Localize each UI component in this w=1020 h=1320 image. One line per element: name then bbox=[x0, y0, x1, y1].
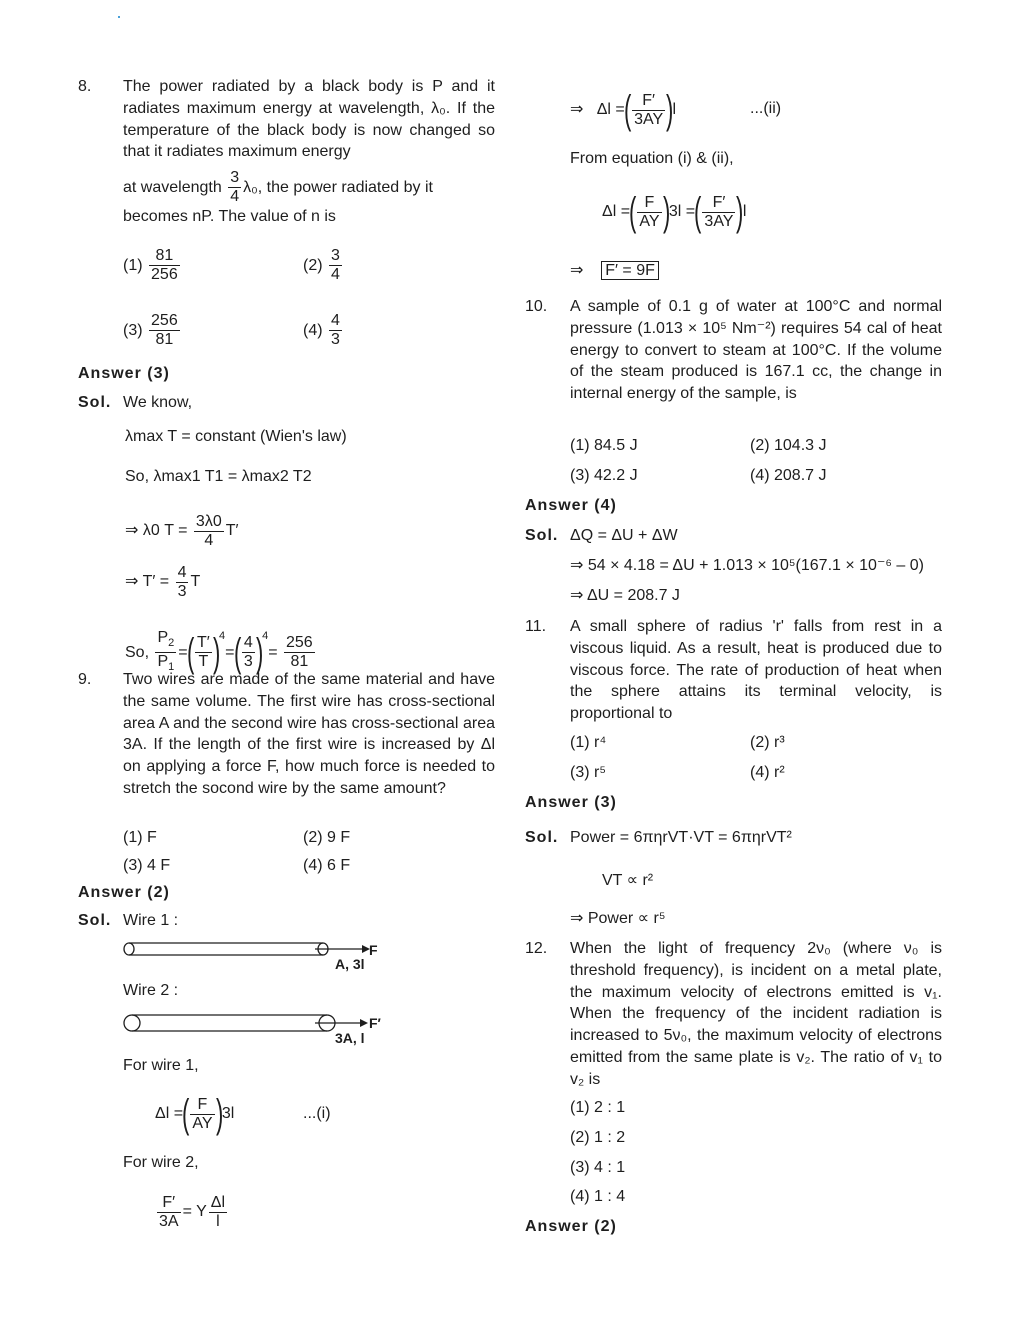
q8-option-1-num: 81 bbox=[149, 247, 180, 266]
q8-step3 bbox=[125, 511, 239, 551]
q8-text: The power radiated by a black body is P and it radiates maximum energy at wavelength, λ₀. If the temperature of the black body is now changed so that it radiates maximum energy bbox=[123, 78, 495, 161]
wire2-arrowhead bbox=[360, 1019, 368, 1027]
q8-fraction-num: 3 bbox=[230, 169, 240, 187]
wire2-dims-label: 3A, l bbox=[335, 1030, 365, 1046]
q8-step4-num: 4 bbox=[177, 563, 187, 581]
q8-option-2-frac bbox=[329, 247, 342, 284]
q8-step4-frac bbox=[176, 564, 189, 601]
wire1-dims-label: A, 3l bbox=[335, 956, 365, 972]
q8-text-d: becomes nP. The value of n is bbox=[123, 208, 336, 225]
q11-sol-label: Sol. bbox=[525, 829, 559, 846]
q9-answer: Answer (2) bbox=[78, 884, 170, 901]
q8-option-3-den: 81 bbox=[155, 331, 174, 349]
q11-sol-line1: Power = 6πηrVT·VT = 6πηrVT² bbox=[570, 829, 792, 846]
q8-option-3 bbox=[123, 311, 182, 351]
q8-option-2-label: (2) bbox=[303, 257, 323, 274]
q9-text: Two wires are made of the same material and have the same volume. The first wire has cross-sectional area A and the second wire has cross-sectional area 3A. If the length of the first wire is increased by Δl on applying a force F, how much force is needed to stretch the socond wire by the same amount? bbox=[123, 671, 495, 797]
q12-option-3: (3) 4 : 1 bbox=[570, 1159, 626, 1176]
q12-text: When the light of frequency 2ν₀ (where ν₀ is threshold frequency), is incident on a metal plate, the maximum velocity of electrons emitted is v₁. When the frequency of the incident radiation is increased to 5ν₀, the maximum velocity of electrons emitted from the same plate is v₂. The ratio of v₁ to v₂ is bbox=[570, 940, 942, 1088]
q10-sol-label: Sol. bbox=[525, 527, 559, 544]
q8-step5-result-num: 256 bbox=[286, 634, 313, 652]
q9-option-4: (4) 6 F bbox=[303, 857, 351, 874]
q8-fraction-den: 4 bbox=[230, 188, 240, 206]
q8-step5: So, $\frac{P_2}{P_1}$ =( $\frac{T'}{T}$ )$^4$=( $\frac{4}{3}$ )$^4$= $\frac{256}{81}$ bbox=[125, 629, 313, 675]
q9-option-2: (2) 9 F bbox=[303, 829, 351, 846]
wire2-left-end bbox=[124, 1015, 140, 1031]
q8-number: 8. bbox=[78, 78, 92, 95]
q8-step4-den: 3 bbox=[177, 582, 187, 600]
q10-sol-line3: ⇒ ΔU = 208.7 J bbox=[570, 587, 680, 604]
q8-text-c: λ₀, the power radiated by it bbox=[243, 179, 433, 196]
q9-for-wire2: For wire 2, bbox=[123, 1154, 199, 1171]
q9-eq3: ⇒ Δl =( $\frac{F'}{3AY}$ )l bbox=[570, 88, 677, 132]
q8-option-4-label: (4) bbox=[303, 322, 323, 339]
q8-step3-den: 4 bbox=[204, 531, 214, 549]
q10-sol-line1: ΔQ = ΔU + ΔW bbox=[570, 527, 678, 544]
q8-option-2 bbox=[303, 246, 344, 286]
q9-eq2-tag: ...(ii) bbox=[750, 100, 782, 117]
q9-eq2: $\frac{F'}{3A}$ = Y $\frac{\Delta l}{l}$ bbox=[159, 1193, 225, 1230]
q8-wien: λmax T = constant (Wien's law) bbox=[125, 428, 347, 445]
q10-option-4: (4) 208.7 J bbox=[750, 467, 827, 484]
q8-step3-frac bbox=[194, 513, 224, 550]
q12-answer: Answer (2) bbox=[525, 1218, 617, 1235]
q8-step4-lhs: ⇒ T′ = bbox=[125, 573, 170, 590]
q12-option-4: (4) 1 : 4 bbox=[570, 1188, 626, 1205]
q10-option-2: (2) 104.3 J bbox=[750, 437, 827, 454]
q9-wire2-label: Wire 2 : bbox=[123, 982, 179, 999]
q11-option-2: (2) r³ bbox=[750, 734, 785, 751]
q8-answer: Answer (3) bbox=[78, 365, 170, 382]
q8-fraction bbox=[228, 169, 241, 206]
q11-option-4: (4) r² bbox=[750, 764, 785, 781]
q8-sol-intro: We know, bbox=[123, 394, 193, 411]
wire1-force-label: F bbox=[369, 942, 378, 958]
q8-text-b: at wavelength bbox=[123, 179, 222, 196]
q8-step3-rhs: T′ bbox=[225, 522, 239, 539]
q9-final: ⇒ F′ = 9F bbox=[570, 261, 659, 281]
corner-mark bbox=[118, 16, 120, 18]
q8-option-1-frac bbox=[149, 247, 180, 284]
q9-sol-label: Sol. bbox=[78, 912, 112, 929]
q11-option-1: (1) r⁴ bbox=[570, 734, 607, 751]
wire2-force-label: F′ bbox=[369, 1015, 381, 1031]
q10-number: 10. bbox=[525, 298, 548, 315]
q9-wire1-label: Wire 1 : bbox=[123, 912, 179, 929]
q9-for-wire1: For wire 1, bbox=[123, 1057, 199, 1074]
q12-number: 12. bbox=[525, 940, 548, 957]
q10-sol-line2: ⇒ 54 × 4.18 = ΔU + 1.013 × 10⁵(167.1 × 10⁻⁶ – 0) bbox=[570, 557, 924, 574]
q11-answer: Answer (3) bbox=[525, 794, 617, 811]
q12-option-1: (1) 2 : 1 bbox=[570, 1099, 626, 1116]
q9-option-1: (1) F bbox=[123, 829, 157, 846]
q8-step4 bbox=[125, 562, 200, 602]
q8-option-2-num: 3 bbox=[331, 247, 340, 265]
q8-text-line5 bbox=[123, 168, 433, 208]
q8-option-4 bbox=[303, 311, 344, 351]
q8-option-2-den: 4 bbox=[331, 266, 340, 284]
q8-option-3-frac bbox=[149, 312, 180, 349]
q9-eq1-tag: ...(i) bbox=[303, 1105, 331, 1122]
q8-sol-label: Sol. bbox=[78, 394, 112, 411]
q8-option-4-frac bbox=[329, 312, 342, 349]
q9-from-eq: From equation (i) & (ii), bbox=[570, 150, 734, 167]
q9-final-boxed: F′ = 9F bbox=[601, 261, 659, 280]
q8-option-1-den: 256 bbox=[151, 266, 178, 284]
q8-option-4-den: 3 bbox=[331, 331, 340, 349]
q8-step3-lhs: ⇒ λ0 T = bbox=[125, 522, 188, 539]
q10-option-1: (1) 84.5 J bbox=[570, 437, 638, 454]
q9-number: 9. bbox=[78, 671, 92, 688]
q10-text: A sample of 0.1 g of water at 100°C and normal pressure (1.013 × 10⁵ Nm⁻²) requires 54 cal of heat energy to convert to steam at 100°C. If the volume of the steam produced is 167.1 cc, the change in internal energy of the sample, is bbox=[570, 298, 942, 403]
q8-step2: So, λmax1 T1 = λmax2 T2 bbox=[125, 468, 312, 485]
q8-step4-rhs: T bbox=[190, 573, 201, 590]
q10-option-3: (3) 42.2 J bbox=[570, 467, 638, 484]
q11-option-3: (3) r⁵ bbox=[570, 764, 606, 781]
wire1-left-end bbox=[124, 943, 134, 955]
q11-text: A small sphere of radius 'r' falls from rest in a viscous liquid. As a result, heat is produced due to viscous force. The rate of production of heat when the sphere attains its terminal velocity, is proportional to bbox=[570, 618, 942, 723]
q8-option-1 bbox=[123, 246, 182, 286]
q8-step5-result-den: 81 bbox=[290, 653, 309, 671]
q9-eq1: Δl =( $\frac{F}{AY}$ )3l bbox=[155, 1092, 235, 1136]
q12-option-2: (2) 1 : 2 bbox=[570, 1129, 626, 1146]
q8-step5-lhs: So, bbox=[125, 643, 150, 661]
q9-eq4: Δl =( $\frac{F}{AY}$ )3l =( $\frac{F'}{3AY}$ )l bbox=[602, 190, 747, 234]
q8-option-4-num: 4 bbox=[331, 312, 340, 330]
q8-option-3-num: 256 bbox=[151, 312, 178, 330]
q8-option-1-label: (1) bbox=[123, 257, 143, 274]
q11-number: 11. bbox=[525, 618, 547, 635]
q11-sol-line3: ⇒ Power ∝ r⁵ bbox=[570, 910, 666, 927]
q10-answer: Answer (4) bbox=[525, 497, 617, 514]
q8-step5-p-frac: $\frac{P_2}{P_1}$ bbox=[157, 629, 175, 674]
q8-step5-result bbox=[284, 634, 315, 671]
q9-option-3: (3) 4 F bbox=[123, 857, 171, 874]
q8-step3-num: 3λ0 bbox=[195, 512, 222, 530]
q11-sol-line2: VT ∝ r² bbox=[602, 872, 654, 889]
q8-option-3-label: (3) bbox=[123, 322, 143, 339]
